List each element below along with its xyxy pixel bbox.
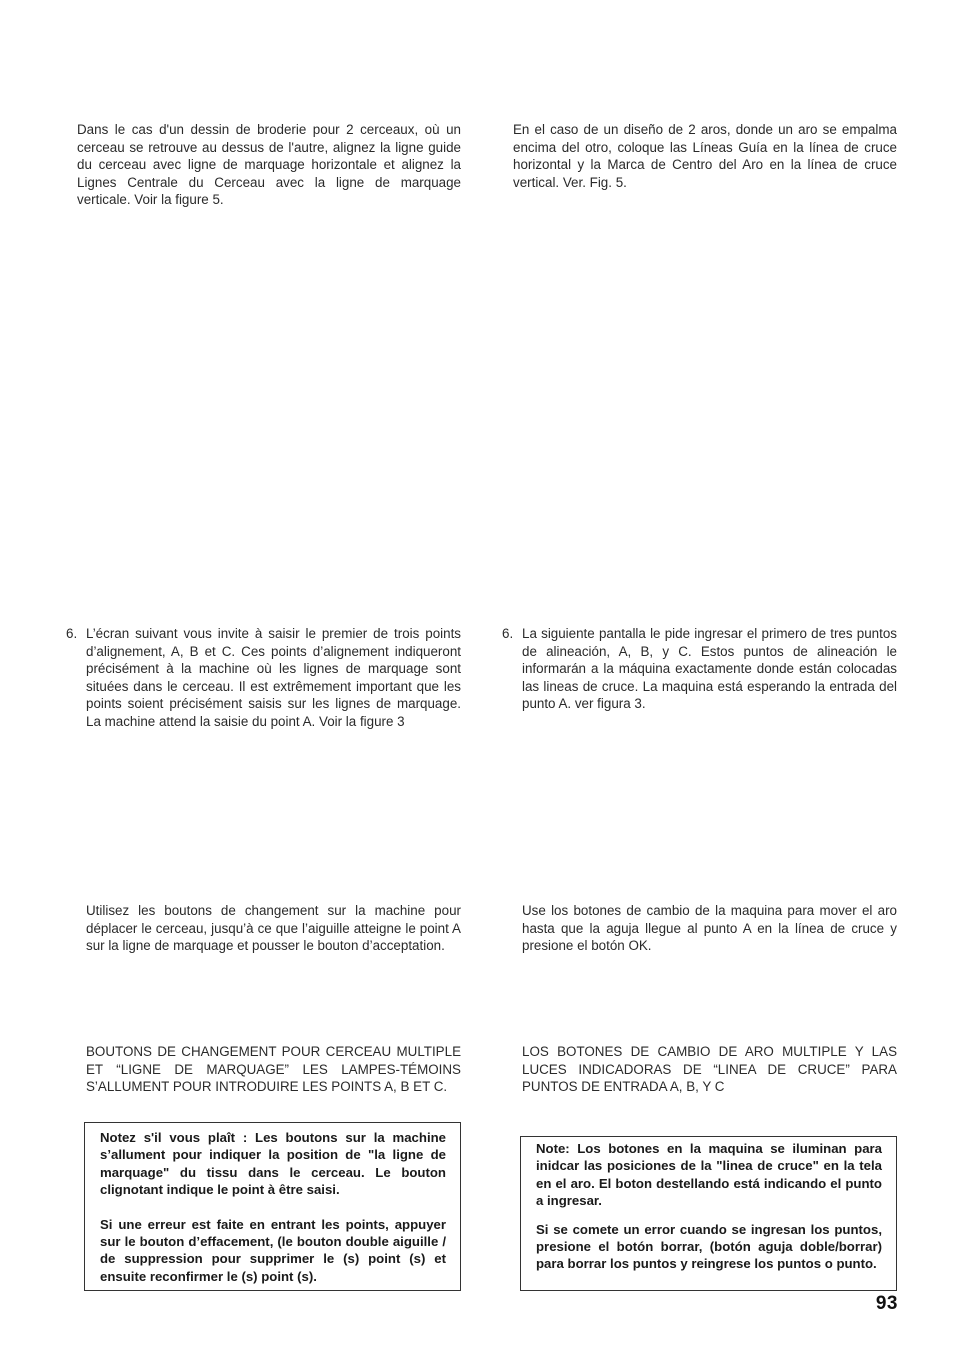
- right-intro-paragraph: En el caso de un diseño de 2 aros, donde un aro se empalma encima del otro, coloque las Líneas Guía en la línea de cruce horizontal y la Marca de Centro del Aro en la línea de cruce vertical. Ver. Fig. 5.: [513, 122, 897, 190]
- right-note-box: [520, 1136, 897, 1291]
- right-step-paragraph: La siguiente pantalla le pide ingresar el primero de tres puntos de alineación, A, B, y C. Estos puntos de alineación le informarán a la máquina exactamente donde están colocadas las lineas de cruce. La maquina está esperando la entrada del punto A. ver figura 3.: [522, 626, 897, 712]
- right-instruction-paragraph: Use los botones de cambio de la maquina para mover el aro hasta que la aguja llegue al punto A en la línea de cruce y presione el botón OK.: [522, 903, 897, 954]
- left-intro-paragraph: Dans le cas d'un dessin de broderie pour 2 cerceaux, où un cerceau se retrouve au dessus de l'autre, alignez la ligne guide du cerceau avec ligne de marquage horizontale et alignez la Lignes Centrale du Cerceau avec la ligne de marquage verticale. Voir la figure 5.: [77, 122, 461, 208]
- left-instruction-paragraph: Utilisez les boutons de changement sur la machine pour déplacer le cerceau, jusqu’à ce que l’aiguille atteigne le point A sur la ligne de marquage et pousser le bouton d’acceptation.: [86, 903, 461, 954]
- left-caption: BOUTONS DE CHANGEMENT POUR CERCEAU MULTIPLE ET “LIGNE DE MARQUAGE” LES LAMPES-TÉMOINS S’ALLUMENT POUR INTRODUIRE LES POINTS A, B ET C.: [86, 1044, 461, 1095]
- right-note-paragraph-1: Note: Los botones en la maquina se iluminan para inidcar las posiciones de la "linea de cruce" en la tela en el aro. El boton destellando está indicando el punto a ingresar.: [536, 1141, 882, 1209]
- left-note-paragraph-2: Si une erreur est faite en entrant les points, appuyer sur le bouton d’effacement, (le bouton double aiguille / de suppression pour supprimer le (s) point (s) et ensuite reconfirmer le (s) point (s).: [100, 1216, 446, 1284]
- left-note-paragraph-1: Notez s'il vous plaît : Les boutons sur la machine s’allument pour indiquer la position de "la ligne de marquage" du tissu dans le cerceau. Le bouton clignotant indique le point à être saisi.: [100, 1130, 446, 1198]
- right-caption: LOS BOTONES DE CAMBIO DE ARO MULTIPLE Y LAS LUCES INDICADORAS DE “LINEA DE CRUCE” PARA PUNTOS DE ENTRADA A, B, Y C: [522, 1044, 897, 1095]
- right-note-paragraph-2: Si se comete un error cuando se ingresan los puntos, presione el botón borrar, (botón aguja doble/borrar) para borrar los puntos y reingrese los puntos o punto.: [536, 1221, 882, 1272]
- left-step-number: 6.: [66, 626, 78, 641]
- page-number: 93: [875, 1293, 898, 1314]
- left-step-paragraph: L’écran suivant vous invite à saisir le premier de trois points d’alignement, A, B et C. Ces points d’alignement indiqueront précisément à la machine où les lignes de marquage sont situées dans le cerceau. Il est extrêmement important que les points soient précisément saisis sur les lignes de marquage. La machine attend la saisie du point A. Voir la figure 3: [86, 626, 461, 729]
- left-note-box: [84, 1122, 461, 1291]
- right-step-number: 6.: [502, 626, 514, 641]
